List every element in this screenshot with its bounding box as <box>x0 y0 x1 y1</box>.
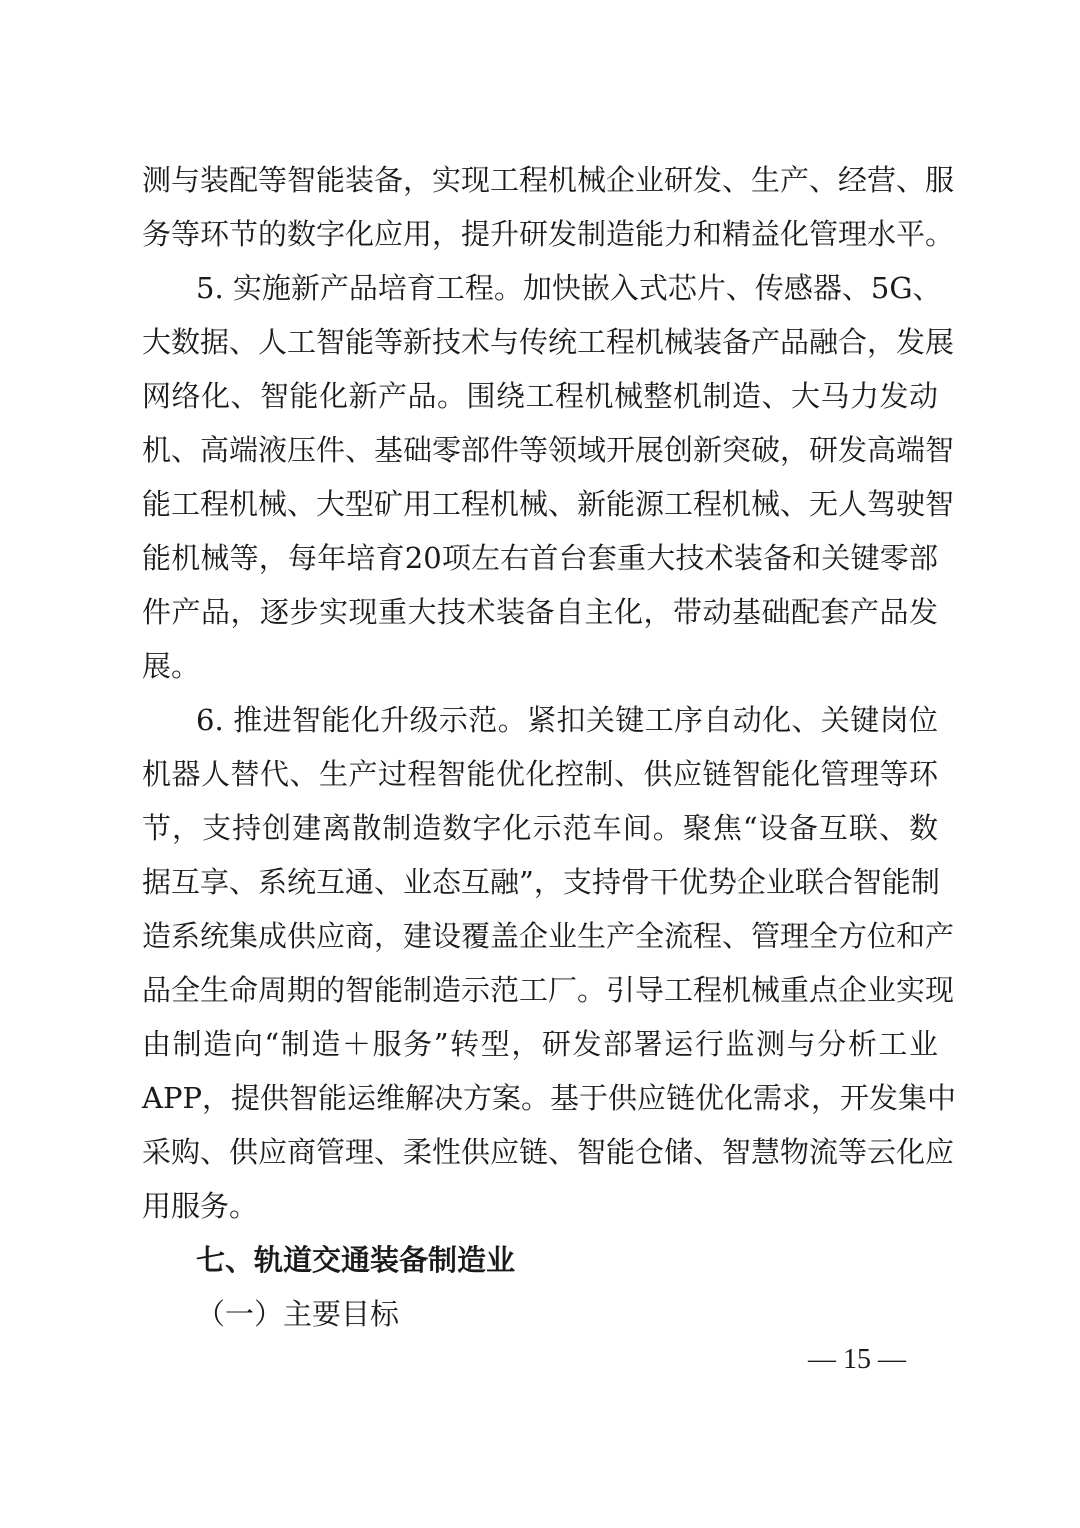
text-line: APP，提供智能运维解决方案。基于供应链优化需求，开发集中 <box>142 1081 956 1115</box>
text-line: 能工程机械、大型矿用工程机械、新能源工程机械、无人驾驶智 <box>142 487 955 521</box>
text-line: 用服务。 <box>142 1189 259 1223</box>
text-line: 能机械等，每年培育20项左右首台套重大技术装备和关键零部 <box>142 541 938 575</box>
page-number: — 15 — <box>808 1344 906 1375</box>
section-heading: 七、轨道交通装备制造业 <box>196 1243 516 1277</box>
text-line: 由制造向“制造＋服务”转型，研发部署运行监测与分析工业 <box>142 1027 938 1061</box>
text-line: 节，支持创建离散制造数字化示范车间。聚焦“设备互联、数 <box>142 811 938 845</box>
text-line: 展。 <box>142 649 201 683</box>
text-line: 件产品，逐步实现重大技术装备自主化，带动基础配套产品发 <box>142 595 938 629</box>
subsection-heading: （一）主要目标 <box>196 1297 400 1331</box>
text-line: 5. 实施新产品培育工程。加快嵌入式芯片、传感器、5G、 <box>196 271 942 305</box>
text-line: 采购、供应商管理、柔性供应链、智能仓储、智慧物流等云化应 <box>142 1135 955 1169</box>
text-line: 机器人替代、生产过程智能优化控制、供应链智能化管理等环 <box>142 757 938 791</box>
text-line: 造系统集成供应商，建设覆盖企业生产全流程、管理全方位和产 <box>142 919 955 953</box>
text-line: 务等环节的数字化应用，提升研发制造能力和精益化管理水平。 <box>142 217 955 251</box>
text-line: 测与装配等智能装备，实现工程机械企业研发、生产、经营、服 <box>142 163 955 197</box>
text-line: 据互享、系统互通、业态互融”，支持骨干优势企业联合智能制 <box>142 865 940 899</box>
text-line: 网络化、智能化新产品。围绕工程机械整机制造、大马力发动 <box>142 379 938 413</box>
text-line: 大数据、人工智能等新技术与传统工程机械装备产品融合，发展 <box>142 325 955 359</box>
text-line: 品全生命周期的智能制造示范工厂。引导工程机械重点企业实现 <box>142 973 955 1007</box>
text-line: 机、高端液压件、基础零部件等领域开展创新突破，研发高端智 <box>142 433 955 467</box>
text-line: 6. 推进智能化升级示范。紧扣关键工序自动化、关键岗位 <box>196 703 938 737</box>
